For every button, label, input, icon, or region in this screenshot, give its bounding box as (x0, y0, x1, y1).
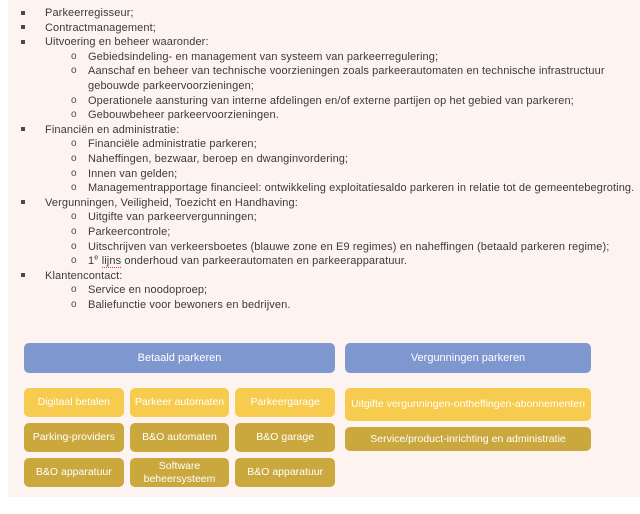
diagram-header-vergunningen-parkeren[interactable]: Vergunningen parkeren (345, 343, 591, 373)
bullet-list (8, 6, 640, 312)
circle-bullet-icon: o (71, 298, 77, 310)
content-surface (8, 0, 640, 497)
list-item-level-1 (8, 21, 640, 36)
circle-bullet-icon: o (71, 182, 77, 194)
list-item-level-2 (8, 181, 640, 196)
list-item-level-2 (8, 254, 640, 269)
list-item-label: Gebiedsindeling- en management van systeem van parkeerregulering; (88, 50, 439, 63)
square-bullet-icon (21, 127, 25, 131)
list-item-level-2 (8, 167, 640, 182)
list-item-label: 1e lijns onderhoud van parkeerautomaten en parkeerapparatuur. (88, 252, 408, 268)
diagram (8, 343, 640, 495)
diagram-cell[interactable]: B&O apparatuur (24, 458, 124, 487)
spacer (24, 373, 335, 382)
list-item-label: Managementrapportage financieel: ontwikkeling exploitatiesaldo parkeren in relatie tot de gemeentebegroting. (88, 182, 635, 195)
list-item-label: Contractmanagement; (45, 21, 156, 34)
diagram-cell[interactable]: Uitgifte vergunningen-ontheffingen-abonnementen (345, 388, 591, 421)
spacer (345, 373, 591, 382)
diagram-cell[interactable]: Service/product-inrichting en administratie (345, 427, 591, 451)
circle-bullet-icon: o (71, 255, 77, 267)
diagram-cell[interactable]: B&O automaten (130, 423, 230, 452)
list-item-level-2 (8, 108, 640, 123)
list-item-label: Vergunningen, Veiligheid, Toezicht en Handhaving: (45, 196, 298, 209)
list-item-level-2 (8, 298, 640, 313)
list-item-level-2 (8, 137, 640, 152)
diagram-row (24, 388, 335, 417)
list-item-label: Gebouwbeheer parkeervoorzieningen. (88, 109, 279, 122)
diagram-cell[interactable]: Parkeergarage (235, 388, 335, 417)
square-bullet-icon (21, 40, 25, 44)
list-item-label: Uitgifte van parkeervergunningen; (88, 211, 257, 224)
list-item-label: Aanschaf en beheer van technische voorzieningen zoals parkeerautomaten en technische infrastructuur gebouwde parkeervoorzieningen; (88, 65, 605, 92)
list-item-level-2 (8, 240, 640, 255)
list-item-label: Financiële administratie parkeren; (88, 138, 257, 151)
list-item-level-1 (8, 35, 640, 50)
circle-bullet-icon: o (71, 211, 77, 223)
circle-bullet-icon: o (71, 152, 77, 164)
list-item-level-1 (8, 6, 640, 21)
square-bullet-icon (21, 11, 25, 15)
circle-bullet-icon: o (71, 138, 77, 150)
list-item-label: Parkeerregisseur; (45, 7, 134, 19)
circle-bullet-icon: o (71, 109, 77, 121)
circle-bullet-icon: o (71, 167, 77, 179)
list-item-level-2 (8, 50, 640, 65)
diagram-cell[interactable]: Parkeer automaten (130, 388, 230, 417)
list-item-label: Uitschrijven van verkeersboetes (blauwe zone en E9 regimes) en naheffingen (betaald parkeren regime); (88, 240, 610, 253)
circle-bullet-icon: o (71, 94, 77, 106)
diagram-cell[interactable]: Digitaal betalen (24, 388, 124, 417)
circle-bullet-icon: o (71, 225, 77, 237)
square-bullet-icon (21, 25, 25, 29)
list-item-label: Parkeercontrole; (88, 225, 171, 238)
list-item-label: Baliefunctie voor bewoners en bedrijven. (88, 298, 291, 311)
list-item-level-2 (8, 225, 640, 240)
square-bullet-icon (21, 273, 25, 277)
diagram-row (24, 458, 335, 487)
diagram-cell[interactable]: B&O garage (235, 423, 335, 452)
list-item-label: Naheffingen, bezwaar, beroep en dwanginvordering; (88, 152, 349, 165)
diagram-row (24, 423, 335, 452)
list-item-label: Klantencontact: (45, 269, 123, 282)
list-item-label: Financiën en administratie: (45, 123, 180, 136)
list-item-label: Service en noodoproep; (88, 284, 208, 297)
list-item-level-1 (8, 196, 640, 211)
diagram-cell[interactable]: Software beheersysteem (130, 458, 230, 487)
list-item-level-2 (8, 94, 640, 109)
circle-bullet-icon: o (71, 50, 77, 62)
list-item-level-2 (8, 64, 640, 93)
diagram-cell[interactable]: Parking-providers (24, 423, 124, 452)
diagram-cell[interactable]: B&O apparatuur (235, 458, 335, 487)
diagram-column-betaald-parkeren (24, 343, 335, 487)
list-item-level-1 (8, 269, 640, 284)
list-item-level-1 (8, 123, 640, 138)
list-item-label: Innen van gelden; (88, 167, 178, 180)
diagram-header-betaald-parkeren[interactable]: Betaald parkeren (24, 343, 335, 373)
list-item-level-2 (8, 152, 640, 167)
square-bullet-icon (21, 200, 25, 204)
circle-bullet-icon: o (71, 65, 77, 77)
diagram-column-vergunningen-parkeren (345, 343, 591, 451)
list-item-level-2 (8, 283, 640, 298)
list-item-label: Uitvoering en beheer waaronder: (45, 36, 209, 49)
list-item-label: Operationele aansturing van interne afdelingen en/of externe partijen op het gebied van parkeren; (88, 94, 574, 107)
list-item-level-2 (8, 210, 640, 225)
circle-bullet-icon: o (71, 240, 77, 252)
circle-bullet-icon: o (71, 284, 77, 296)
